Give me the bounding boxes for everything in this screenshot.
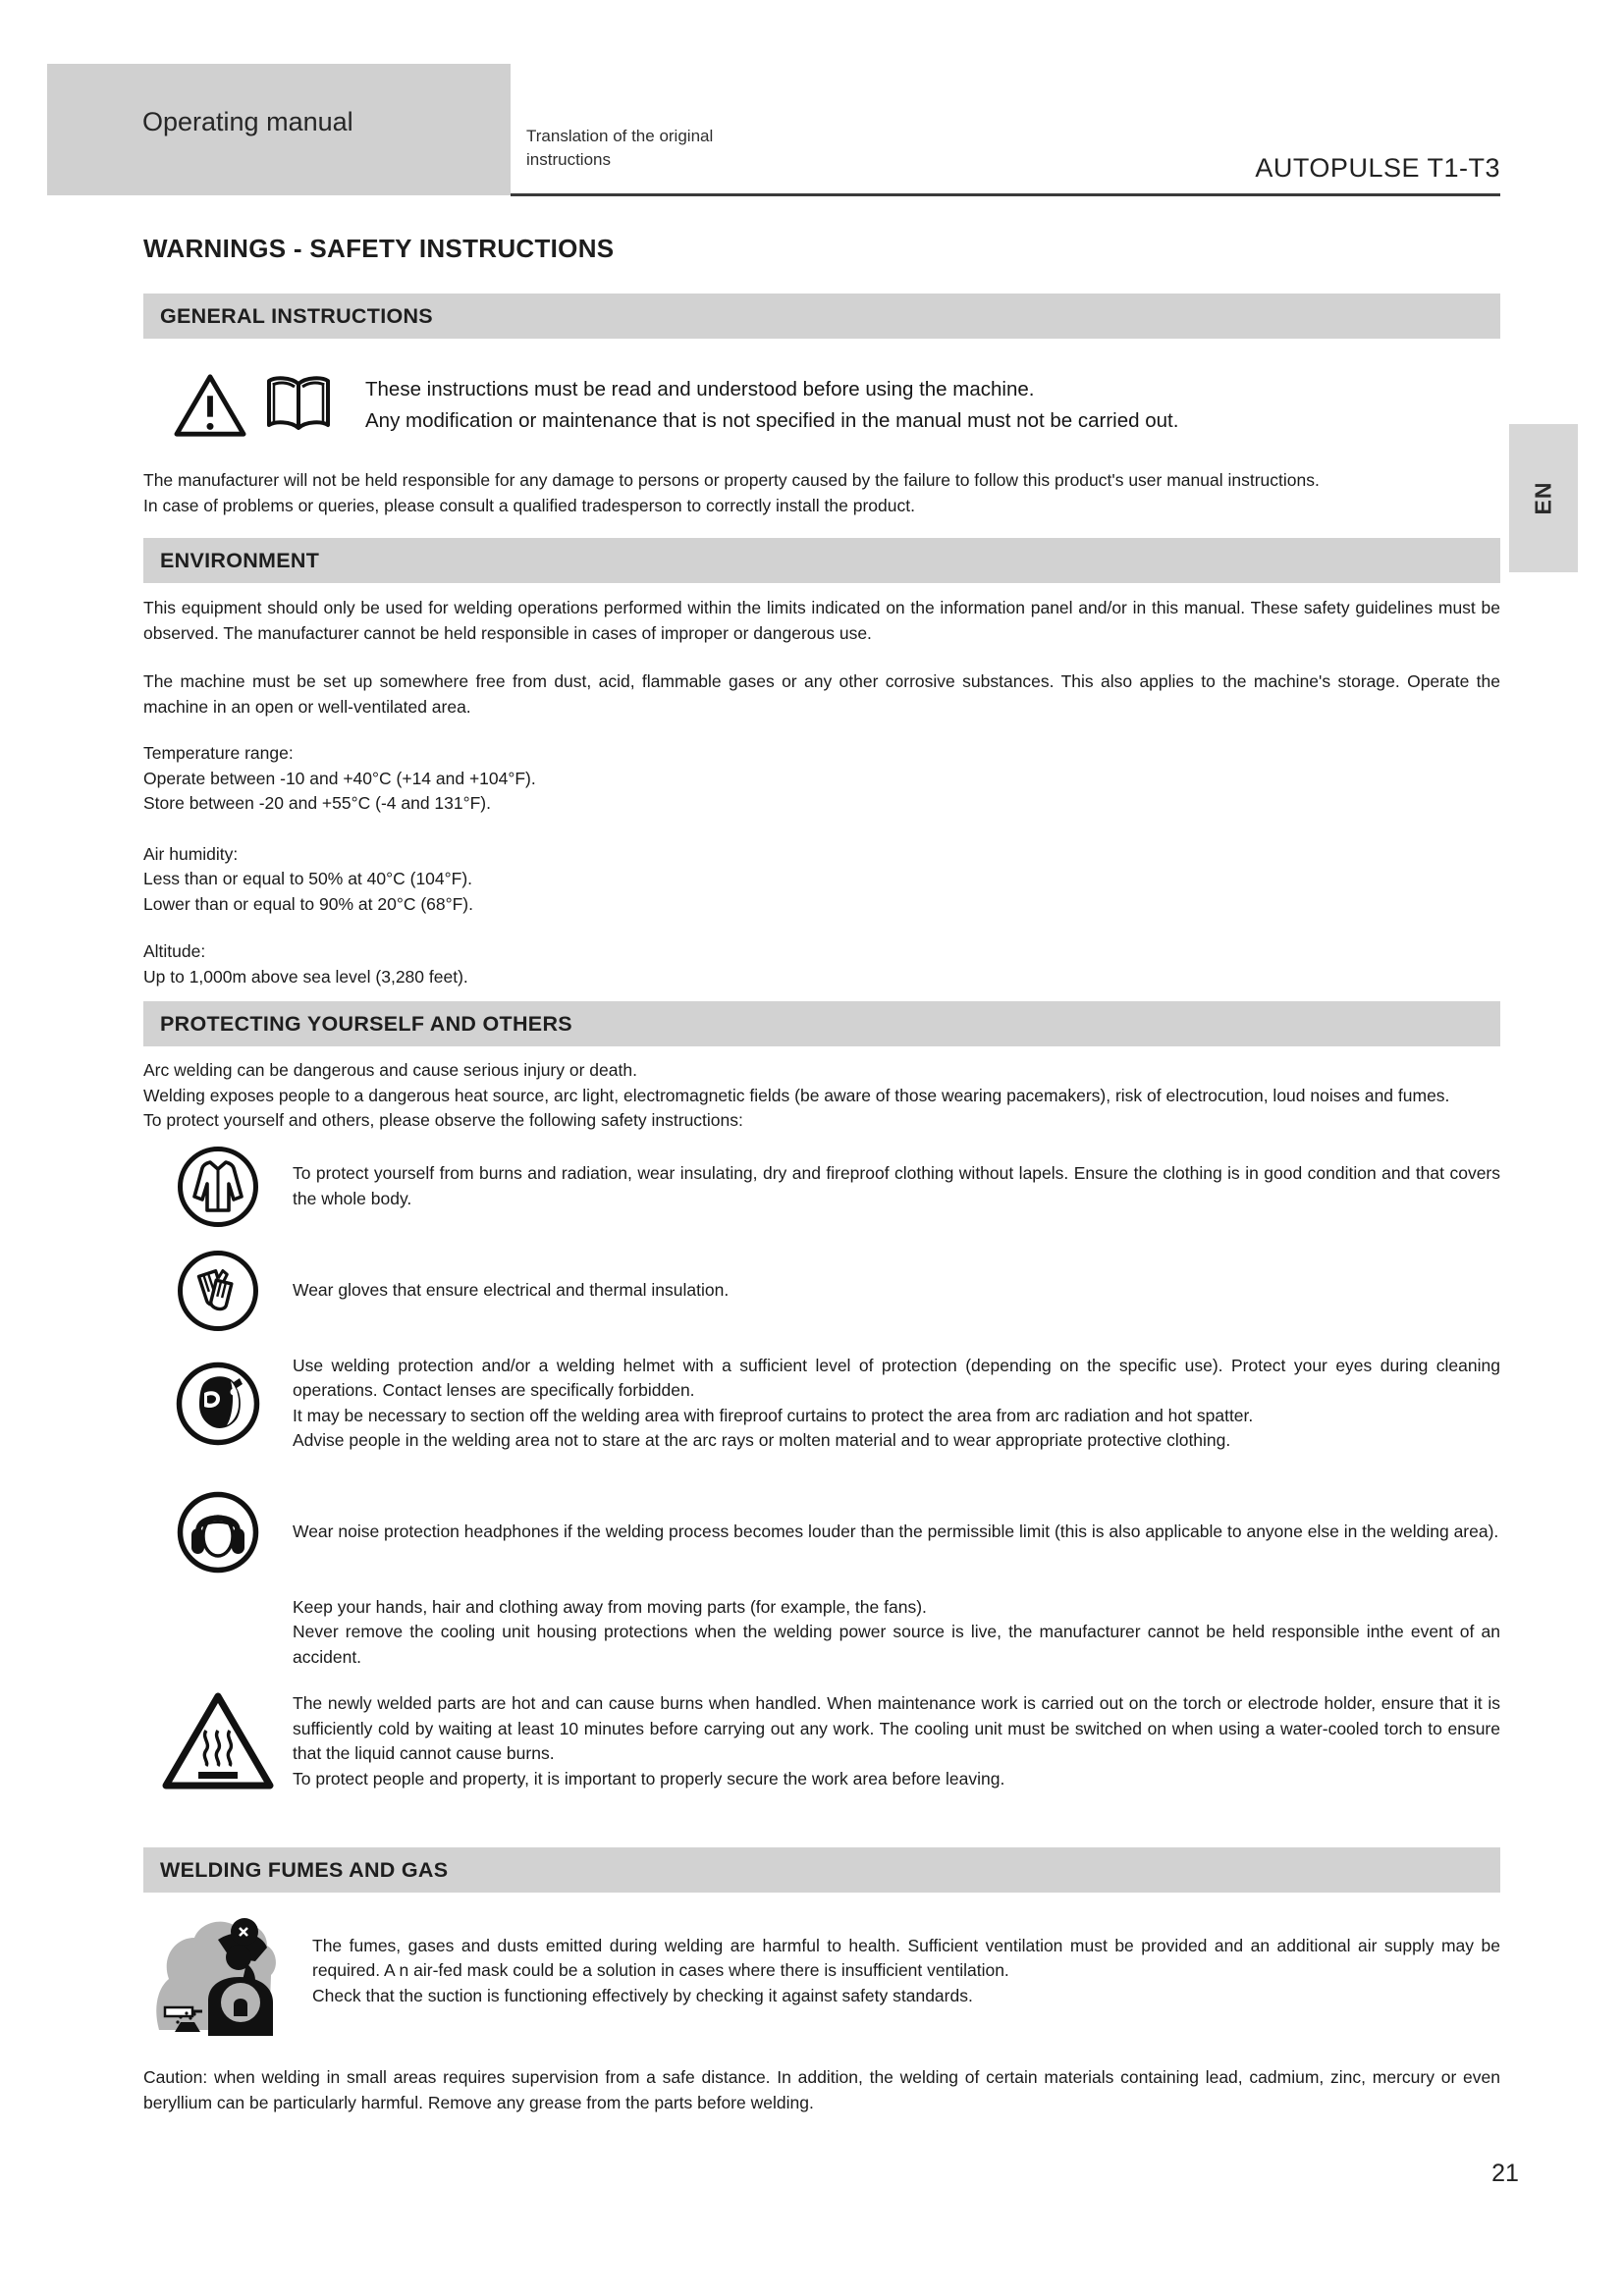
altitude-line: Up to 1,000m above sea level (3,280 feet). [143, 966, 468, 987]
safety-instruction-text: To protect people and property, it is important to properly secure the work area before leaving. [293, 1768, 1005, 1789]
safety-instruction-text: To protect yourself from burns and radiation, wear insulating, dry and fireproof clothing without lapels. Ensure the clothing is in good condition and that covers the whole body. [293, 1163, 1500, 1208]
header-rule [511, 193, 1500, 196]
air-humidity-line: Lower than or equal to 90% at 20°C (68°F). [143, 893, 473, 914]
section-heading-protection-label: PROTECTING YOURSELF AND OTHERS [160, 1011, 572, 1036]
safety-instruction-item [143, 1687, 1500, 1795]
page-title: WARNINGS - SAFETY INSTRUCTIONS [143, 234, 615, 263]
section-heading-environment-label: ENVIRONMENT [160, 548, 320, 572]
safety-instruction-text: Advise people in the welding area not to stare at the arc rays or molten material and to wear appropriate protective clothing. [293, 1430, 1231, 1450]
section-heading-protection [143, 1001, 1500, 1046]
hot-surface-icon [160, 1687, 276, 1795]
page-number: 21 [1491, 2160, 1519, 2187]
fumes-item [143, 1906, 1500, 2036]
section-heading-environment [143, 538, 1500, 583]
air-humidity-block [143, 842, 1500, 918]
safety-instruction-item [143, 1491, 1500, 1574]
protection-intro [143, 1058, 1500, 1134]
safety-instruction-text: Keep your hands, hair and clothing away from moving parts (for example, the fans). [293, 1596, 927, 1617]
language-tab [1509, 424, 1578, 572]
safety-instruction-text: It may be necessary to section off the welding area with fireproof curtains to protect the area from arc radiation and hot spatter. [293, 1405, 1254, 1425]
safety-instruction-item [143, 1354, 1500, 1454]
section-heading-fumes-label: WELDING FUMES AND GAS [160, 1857, 449, 1882]
language-tab-label: EN [1530, 481, 1556, 515]
safety-instruction-text: The newly welded parts are hot and can cause burns when handled. When maintenance work is carried out on the torch or electrode holder, ensure that it is sufficiently cold by waiting at least 10 minutes before carrying out any work. The cooling unit must be switched on when using a water-cooled torch to ensure that the liquid cannot cause burns. [293, 1693, 1500, 1763]
paragraph: Arc welding can be dangerous and cause serious injury or death. [143, 1060, 637, 1080]
manual-label: Operating manual [142, 107, 353, 136]
temperature-range-line: Store between -20 and +55°C (-4 and 131°F). [143, 793, 491, 813]
paragraph: To protect yourself and others, please observe the following safety instructions: [143, 1110, 743, 1130]
air-humidity-label: Air humidity: [143, 843, 239, 864]
paragraph: The machine must be set up somewhere free from dust, acid, flammable gases or any other corrosive substances. This also applies to the machine's storage. Operate the machine in an open or well-ventilated area. [143, 671, 1500, 717]
safety-instruction-text: Wear noise protection headphones if the welding process becomes louder than the permissible limit (this is also applicable to anyone else in the welding area). [293, 1521, 1499, 1541]
protective-clothing-icon [177, 1146, 259, 1228]
translation-note: Translation of the original instructions [526, 127, 714, 169]
header-gray-box [47, 64, 511, 195]
ear-protection-icon [177, 1491, 259, 1574]
paragraph: The manufacturer will not be held responsible for any damage to persons or property caused by the failure to follow this product's user manual instructions. [143, 470, 1320, 490]
general-notice-icons [171, 370, 335, 441]
general-notice-text [365, 374, 1178, 437]
safety-instruction-text: Use welding protection and/or a welding helmet with a sufficient level of protection (depending on the specific use). Protect your eyes during cleaning operations. Contact lenses are specifically forbidden. [293, 1355, 1500, 1400]
welding-fumes-icon [145, 1906, 307, 2036]
safety-instruction-item [143, 1146, 1500, 1228]
paragraph: This equipment should only be used for welding operations performed within the limits indicated on the information panel and/or in this manual. These safety guidelines must be observed. The manufacturer cannot be held responsible in cases of improper or dangerous use. [143, 598, 1500, 643]
safety-instruction-text: Never remove the cooling unit housing protections when the welding power source is live, the manufacturer cannot be held responsible inthe event of an accident. [293, 1622, 1500, 1667]
section-heading-general [143, 294, 1500, 339]
section-heading-general-label: GENERAL INSTRUCTIONS [160, 303, 433, 328]
welding-helmet-icon [176, 1362, 260, 1446]
temperature-range-label: Temperature range: [143, 743, 294, 763]
product-name: AUTOPULSE T1-T3 [1255, 153, 1500, 183]
notice-line: Any modification or maintenance that is not specified in the manual must not be carried out. [365, 409, 1179, 432]
temperature-range-line: Operate between -10 and +40°C (+14 and +104°F). [143, 768, 536, 788]
warning-triangle-icon [171, 370, 249, 441]
fumes-text: The fumes, gases and dusts emitted during welding are harmful to health. Sufficient ventilation must be provided and an additional air supply may be required. A n air-fed mask could be a solution in cases where there is insufficient ventilation. [312, 1935, 1500, 1981]
altitude-block [143, 939, 1500, 989]
temperature-range-block [143, 741, 1500, 817]
air-humidity-line: Less than or equal to 50% at 40°C (104°F). [143, 869, 473, 888]
safety-instruction-text: Wear gloves that ensure electrical and thermal insulation. [293, 1279, 730, 1300]
section-heading-fumes [143, 1847, 1500, 1893]
paragraph: In case of problems or queries, please consult a qualified tradesperson to correctly install the product. [143, 495, 915, 515]
notice-line: These instructions must be read and understood before using the machine. [365, 378, 1035, 400]
gloves-icon [177, 1250, 259, 1332]
caution-paragraph: Caution: when welding in small areas requires supervision from a safe distance. In addition, the welding of certain materials containing lead, cadmium, zinc, mercury or even beryllium can be particularly harmful. Remove any grease from the parts before welding. [143, 2067, 1500, 2112]
read-manual-icon [262, 374, 335, 437]
safety-instruction-item [143, 1595, 1500, 1671]
general-notice [143, 370, 1500, 441]
page-content [143, 234, 1500, 2115]
altitude-label: Altitude: [143, 941, 206, 961]
safety-instruction-item [143, 1250, 1500, 1332]
general-paragraphs [143, 468, 1500, 518]
fumes-text: Check that the suction is functioning effectively by checking it against safety standards. [312, 1985, 973, 2005]
paragraph: Welding exposes people to a dangerous heat source, arc light, electromagnetic fields (be aware of those wearing pacemakers), risk of electrocution, loud noises and fumes. [143, 1085, 1450, 1105]
